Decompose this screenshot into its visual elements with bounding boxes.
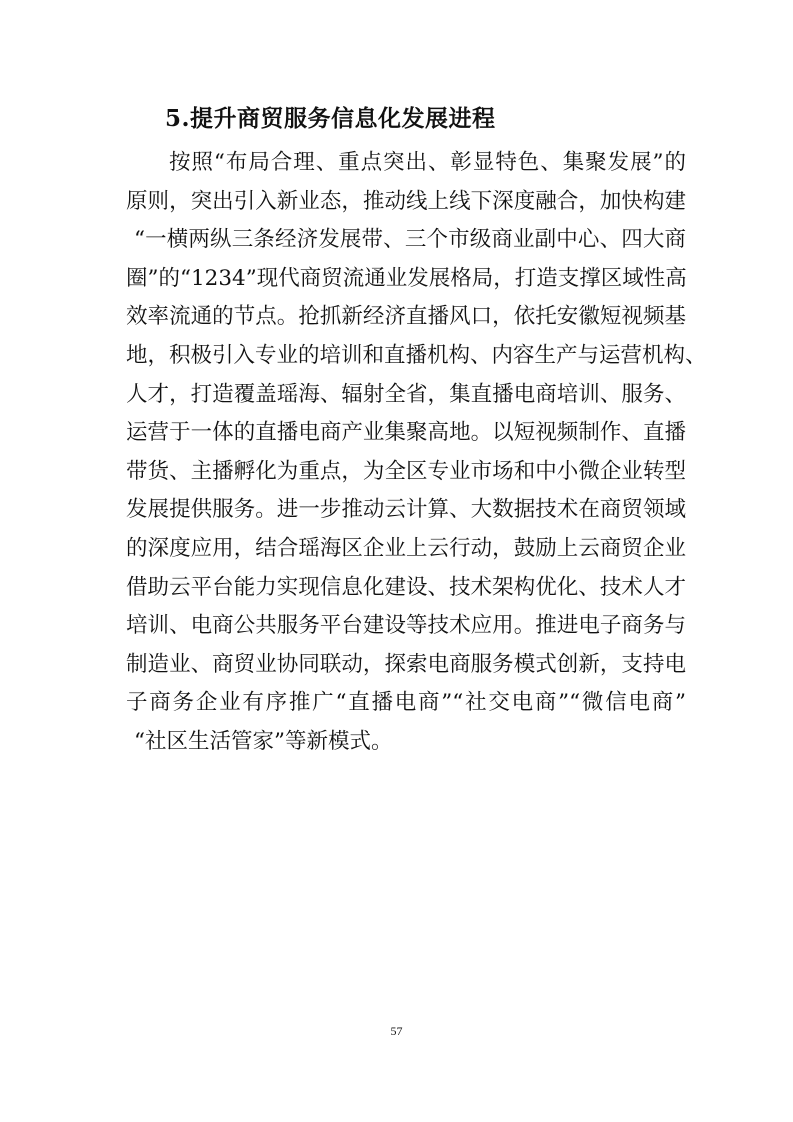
paragraph-line: 带货、主播孵化为重点，为全区专业市场和中小微企业转型 (126, 458, 686, 484)
paragraph-line: 的深度应用，结合瑶海区企业上云行动，鼓励上云商贸企业 (126, 535, 686, 561)
paragraph-line: 地，积极引入专业的培训和直播机构、内容生产与运营机构、 (126, 342, 707, 368)
paragraph-line: 效率流通的节点。抢抓新经济直播风口，依托安徽短视频基 (126, 304, 686, 330)
paragraph-line: 发展提供服务。进一步推动云计算、大数据技术在商贸领域 (126, 497, 686, 523)
section-heading: 5.提升商贸服务信息化发展进程 (165, 105, 496, 132)
paragraph-line: 子商务企业有序推广“直播电商”“社交电商”“微信电商” (126, 690, 686, 716)
page-number: 57 (390, 1024, 403, 1038)
paragraph-line: 圈”的“1234”现代商贸流通业发展格局，打造支撑区域性高 (126, 265, 687, 291)
paragraph-line: 制造业、商贸业协同联动，探索电商服务模式创新，支持电 (126, 651, 686, 677)
paragraph-line: 运营于一体的直播电商产业集聚高地。以短视频制作、直播 (126, 420, 686, 446)
paragraph-line: 借助云平台能力实现信息化建设、技术架构优化、技术人才 (126, 574, 686, 600)
paragraph-line: “一横两纵三条经济发展带、三个市级商业副中心、四大商 (134, 227, 686, 253)
paragraph-line: 人才，打造覆盖瑶海、辐射全省，集直播电商培训、服务、 (126, 381, 686, 407)
paragraph-line-last: “社区生活管家”等新模式。 (134, 728, 393, 754)
paragraph-line: 按照“布局合理、重点突出、彰显特色、集聚发展”的 (169, 150, 686, 175)
paragraph-line: 培训、电商公共服务平台建设等技术应用。推进电子商务与 (126, 613, 686, 639)
body-paragraph (126, 144, 707, 762)
paragraph-line: 原则，突出引入新业态，推动线上线下深度融合，加快构建 (126, 188, 686, 214)
